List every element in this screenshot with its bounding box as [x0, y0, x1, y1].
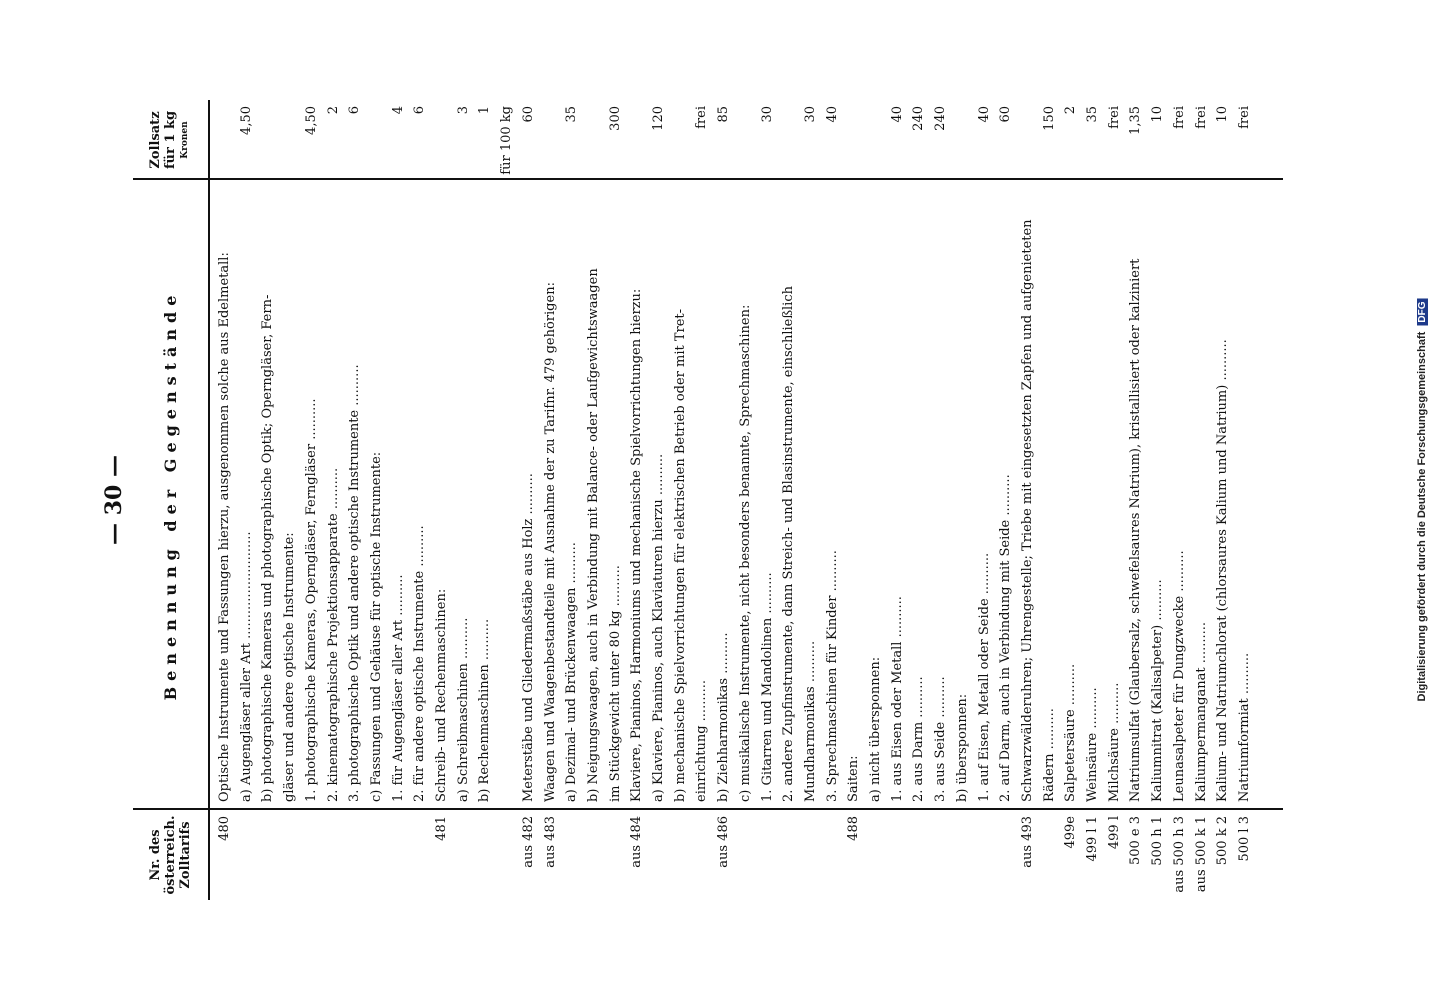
table-row: [627, 100, 647, 900]
table-row: [671, 100, 691, 900]
tariff-number: 481: [434, 816, 449, 841]
dfg-logo: DFG: [1417, 299, 1428, 326]
table-row: [237, 100, 257, 900]
table-row: [758, 100, 778, 900]
header-description: Benennung der Gegenstände: [133, 178, 210, 810]
tariff-number: 499 l 1: [1085, 816, 1100, 862]
table-row: [1083, 100, 1103, 900]
tariff-number: 499e: [1063, 816, 1079, 849]
duty-rate: 40: [889, 106, 905, 123]
duty-rate: 40: [824, 106, 840, 123]
tariff-table: [133, 100, 1283, 900]
duty-rate: 60: [998, 106, 1014, 123]
duty-rate: 4,50: [303, 106, 319, 135]
table-row: [996, 100, 1016, 900]
item-description: 2. aus Darm ..........: [911, 676, 927, 802]
duty-rate: 60: [520, 106, 536, 123]
item-description: 1. Gitarren und Mandolinen ..........: [759, 572, 775, 802]
duty-rate: 85: [716, 106, 732, 123]
item-description: 1. aus Eisen oder Metall ..........: [889, 596, 905, 802]
table-row: [801, 100, 821, 900]
digitization-note: [1416, 299, 1428, 702]
item-description: im Stückgewicht unter 80 kg ..........: [607, 565, 623, 802]
duty-rate: 4: [390, 106, 406, 115]
tariff-number: aus 500 k 1: [1193, 816, 1209, 893]
tariff-number: aus 500 h 3: [1171, 816, 1187, 893]
item-description: gläser und andere optische Instrumente:: [282, 532, 298, 802]
table-row: [258, 100, 278, 900]
table-row: [345, 100, 365, 900]
table-row: [888, 100, 908, 900]
table-row: [367, 100, 387, 900]
item-description: 2. für andere optische Instrumente ..........: [412, 525, 428, 802]
tariff-number: aus 482: [520, 816, 536, 868]
item-description: b) Neigungswaagen, auch in Verbindung mit Balance- oder Laufgewichtswaagen: [585, 268, 601, 802]
header-nr-line-1: Nr. des: [148, 829, 163, 881]
table-row: [389, 100, 409, 900]
item-description: a) Dezimal- und Brückenwaagen ..........: [564, 542, 580, 802]
duty-rate: frei: [1193, 106, 1209, 129]
item-description: b) mechanische Spielvorrichtungen für elektrischen Betrieb oder mit Tret-: [672, 308, 688, 802]
duty-rate: frei: [1236, 106, 1252, 129]
item-description: Leunasalpeter für Dungzwecke ..........: [1171, 550, 1187, 802]
item-description: 3. aus Seide ..........: [933, 676, 949, 802]
item-description: 1. für Augengläser aller Art ..........: [390, 574, 406, 802]
header-zoll-line-1: Zollsatz: [148, 111, 163, 169]
duty-rate: 10: [1150, 106, 1166, 123]
table-row: [736, 100, 756, 900]
table-row: [1192, 100, 1212, 900]
item-description: Milchsäure ..........: [1106, 682, 1122, 802]
item-description: a) nicht übersponnen:: [868, 656, 883, 802]
item-description: Saiten:: [846, 755, 862, 802]
item-description: b) übersponnen:: [954, 693, 970, 802]
table-row: [823, 100, 843, 900]
header-duty-rate: [133, 100, 210, 180]
table-row: [584, 100, 604, 900]
header-nr-line-3: Zolltarifs: [178, 821, 193, 889]
item-description: b) Rechenmaschinen ..........: [477, 618, 493, 802]
item-description: Schwarzwälderuhren; Uhrengestelle; Triebe mit eingesetzten Zapfen und aufgenieteten: [1019, 219, 1035, 802]
item-description: Rädern ..........: [1041, 708, 1057, 802]
item-description: 1. photographische Kameras, Operngläser, Ferngläser ..........: [303, 398, 319, 802]
duty-rate: 240: [911, 106, 927, 131]
rotated-page: [103, 100, 1283, 900]
item-description: 2. kinematographische Projektionsapparate ..........: [325, 467, 341, 802]
duty-rate: für 100 kg: [499, 106, 515, 175]
duty-rate: 150: [1041, 106, 1057, 131]
duty-rate: 2: [325, 106, 341, 115]
table-row: [1213, 100, 1233, 900]
table-row: [909, 100, 929, 900]
tariff-number: aus 493: [1019, 816, 1035, 868]
tariff-number: aus 486: [716, 816, 732, 868]
table-row: [519, 100, 539, 900]
duty-rate: 30: [759, 106, 775, 123]
item-description: Kalium- und Natriumchlorat (chlorsaures Kalium und Natrium) ..........: [1215, 339, 1231, 802]
duty-rate: 1,35: [1128, 106, 1144, 135]
item-description: Kaliumpermanganat ..........: [1193, 621, 1209, 802]
item-description: Schreib- und Rechenmaschinen:: [434, 588, 449, 802]
table-row: [1126, 100, 1146, 900]
table-row: [692, 100, 712, 900]
table-row: [931, 100, 951, 900]
tariff-number: aus 484: [629, 816, 645, 868]
duty-rate: frei: [694, 106, 710, 129]
duty-rate: 300: [607, 106, 623, 131]
item-description: b) photographische Kameras und photographische Optik; Operngläser, Fern-: [260, 294, 276, 802]
duty-rate: 40: [976, 106, 992, 123]
item-description: b) Ziehharmonikas ..........: [716, 632, 732, 802]
table-row: [541, 100, 561, 900]
item-description: Natriumsulfat (Glaubersalz, schwefelsaures Natrium), kristallisiert oder kalziniert: [1128, 258, 1144, 802]
item-description: 2. andere Zupfinstrumente, dann Streich- und Blasinstrumente, einschließlich: [781, 286, 797, 802]
item-description: c) musikalische Instrumente, nicht besonders benannte, Sprechmaschinen:: [737, 304, 753, 802]
table-row: [1148, 100, 1168, 900]
item-description: Kaliumnitrat (Kalisalpeter) ..........: [1150, 579, 1166, 802]
item-description: Meterstäbe und Gliedermaßstäbe aus Holz ..........: [520, 473, 536, 802]
table-row: [302, 100, 322, 900]
item-description: 2. auf Darm, auch in Verbindung mit Seide ..........: [998, 474, 1014, 802]
table-row: [866, 100, 886, 900]
table-row: [497, 100, 517, 900]
duty-rate: 6: [347, 106, 363, 115]
table-row: [844, 100, 864, 900]
duty-rate: 6: [412, 106, 428, 115]
tariff-number: 488: [846, 816, 862, 841]
table-row: [280, 100, 300, 900]
table-row: [432, 100, 452, 900]
item-description: Natriumformiat ..........: [1236, 652, 1252, 802]
item-description: einrichtung ..........: [694, 680, 710, 802]
item-description: 3. photographische Optik und andere optische Instrumente ..........: [347, 364, 363, 802]
duty-rate: 30: [802, 106, 818, 123]
header-zoll-unit: Kronen: [180, 121, 190, 159]
item-description: Optische Instrumente und Fassungen hierzu, ausgenommen solche aus Edelmetall:: [217, 252, 232, 802]
item-description: Salpetersäure ..........: [1063, 663, 1079, 802]
header-tariff-number: [133, 808, 210, 900]
tariff-number: 500 h 1: [1150, 816, 1166, 866]
table-row: [475, 100, 495, 900]
duty-rate: 1: [477, 106, 493, 115]
duty-rate: 35: [1085, 106, 1100, 123]
table-row: [649, 100, 669, 900]
tariff-number: 500 k 2: [1215, 816, 1231, 866]
header-nr-line-2: österreich.: [163, 815, 178, 895]
item-description: Waagen und Waagenbestandteile mit Ausnahme der zu Tarifnr. 479 gehörigen:: [542, 282, 558, 802]
page-number: — 30 —: [101, 455, 127, 545]
tariff-number: 480: [217, 816, 232, 841]
table-row: [1105, 100, 1125, 900]
duty-rate: 4,50: [238, 106, 254, 135]
table-row: [562, 100, 582, 900]
table-row: [714, 100, 734, 900]
table-row: [215, 100, 235, 900]
table-row: [1170, 100, 1190, 900]
duty-rate: 10: [1215, 106, 1231, 123]
duty-rate: 35: [564, 106, 580, 123]
tariff-number: aus 483: [542, 816, 558, 868]
item-description: a) Klaviere, Pianinos, auch Klaviaturen hierzu ..........: [651, 453, 666, 802]
duty-rate: 240: [933, 106, 949, 131]
duty-rate: 120: [651, 106, 666, 131]
item-description: Weinsäure ..........: [1085, 687, 1100, 802]
digitization-text: Digitalisierung gefördert durch die Deutsche Forschungsgemeinschaft: [1416, 331, 1428, 702]
duty-rate: 2: [1063, 106, 1079, 115]
table-row: [606, 100, 626, 900]
tariff-number: 500 l 3: [1236, 816, 1252, 862]
table-row: [324, 100, 344, 900]
tariff-number: 500 e 3: [1128, 816, 1144, 866]
item-description: Klaviere, Pianinos, Harmoniums und mechanische Spielvorrichtungen hierzu:: [629, 288, 645, 802]
table-row: [410, 100, 430, 900]
table-row: [779, 100, 799, 900]
table-row: [454, 100, 474, 900]
duty-rate: frei: [1106, 106, 1122, 129]
item-description: 1. auf Eisen, Metall oder Seide ..........: [976, 552, 992, 802]
item-description: Mundharmonikas ..........: [802, 640, 818, 802]
table-row: [1235, 100, 1255, 900]
page-wrapper: [103, 0, 1283, 1000]
table-row: [953, 100, 973, 900]
duty-rate: 3: [455, 106, 471, 115]
table-row: [1040, 100, 1060, 900]
duty-rate: frei: [1171, 106, 1187, 129]
table-row: [1018, 100, 1038, 900]
tariff-number: 499 l: [1106, 816, 1122, 850]
item-description: c) Fassungen und Gehäuse für optische Instrumente:: [368, 451, 384, 802]
table-row: [1061, 100, 1081, 900]
item-description: 3. Sprechmaschinen für Kinder ..........: [824, 550, 840, 802]
table-row: [975, 100, 995, 900]
item-description: a) Schreibmaschinen ..........: [455, 617, 471, 802]
item-description: a) Augengläser aller Art ..........................: [238, 531, 254, 802]
header-zoll-line-2: für 1 kg: [163, 110, 178, 170]
